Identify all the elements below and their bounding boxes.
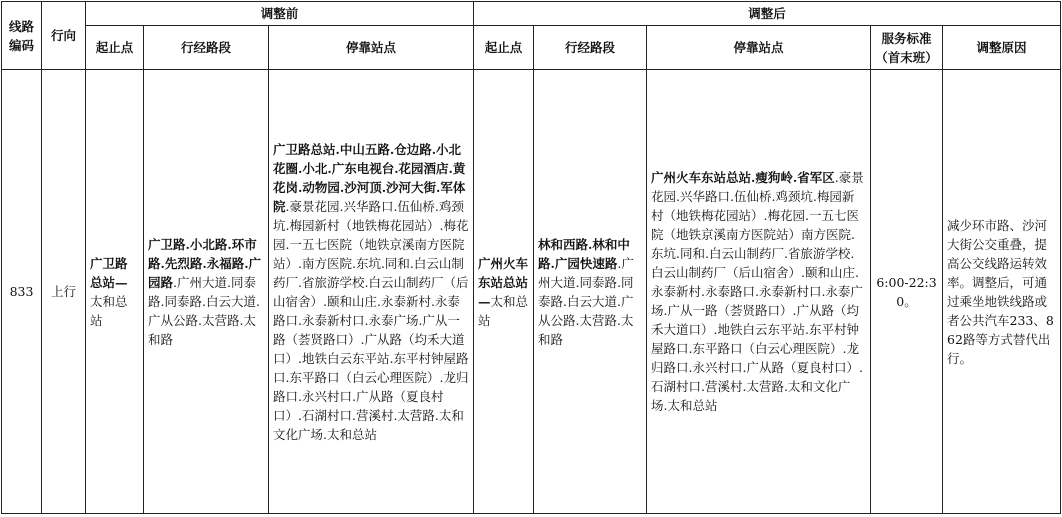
- after-path-bold: 林和西路.林和中路.广园快速路: [538, 236, 630, 271]
- header-before-path: 行经路段: [144, 26, 269, 70]
- after-endpoints-bold: 广州火车东站总站—: [478, 255, 529, 309]
- before-path-bold: 广卫路.小北路.环市路.先烈路.永福路.广园路: [148, 236, 262, 290]
- before-stops-rest: .豪景花园.兴华路口.伍仙桥.鸡颈坑.梅园新村（地铁梅花园站）.梅花园.一五七医院（地铁京溪南方医院站）.南方医院.东坑.同和.白云山制药厂.省旅游学校.白云山制药厂（后山宿舍）.颐和山庄.永泰新村.永泰路口.永泰新村口.永泰广场.广从一路（荟贤路口）.广从路（均禾大道口）.地铁白云东平站.东平村钟屋路口.东平路口（白云心理医院）.龙归路口.永兴村口.广从路（夏良村口）.石湖村口.营溪村.太营路.太和文化广场.太和总站: [273, 198, 469, 442]
- before-endpoints-rest: 太和总站: [90, 293, 128, 328]
- before-stops-bold: 广卫路总站.中山五路.仓边路.小北花圈.小北.广东电视台.花园酒店.黄花岗.动物园.沙河顶.沙河大街.军体院: [273, 141, 466, 214]
- header-after-stops: 停靠站点: [647, 26, 871, 70]
- header-route-code: 线路编码: [2, 2, 42, 70]
- after-endpoints-rest: 太和总站: [478, 293, 529, 328]
- before-path-cell: [144, 70, 269, 514]
- direction-cell: 上行: [42, 70, 86, 514]
- table-row: [2, 70, 1061, 514]
- service-standard-cell: 6:00-22:30。: [871, 70, 943, 514]
- header-direction: 行向: [42, 2, 86, 70]
- before-stops-cell: [269, 70, 474, 514]
- after-endpoints-cell: [474, 70, 534, 514]
- header-service-standard: 服务标准（首末班）: [871, 26, 943, 70]
- route-code-cell: 833: [2, 70, 42, 514]
- before-path-rest: .广州大道.同泰路.同泰路.白云大道.广从公路.太营路.太和路: [148, 274, 260, 347]
- before-endpoints-cell: [86, 70, 144, 514]
- after-stops-bold: 广州火车东站总站.瘦狗岭.省军区: [651, 170, 835, 185]
- route-adjustment-table: [1, 1, 1061, 514]
- header-after-path: 行经路段: [534, 26, 647, 70]
- header-after-endpoints: 起止点: [474, 26, 534, 70]
- before-endpoints-bold: 广卫路总站—: [90, 255, 128, 290]
- after-path-cell: [534, 70, 647, 514]
- after-path-rest: .广州大道.同泰路.同泰路.白云大道.广从公路.太营路.太和路: [538, 255, 634, 347]
- header-before-endpoints: 起止点: [86, 26, 144, 70]
- header-before-adjustment: 调整前: [86, 2, 474, 26]
- header-reason: 调整原因: [943, 26, 1061, 70]
- after-stops-rest: .豪景花园.兴华路口.伍仙桥.鸡颈坑.梅园新村（地铁梅花园站）.梅花园.一五七医院（地铁京溪南方医院站）南方医院.东坑.同和.白云山制药厂.省旅游学校.白云山制药厂（后山宿舍）.颐和山庄.永泰新村.永泰路口.永泰新村口.永泰广场.广从一路（荟贤路口）.广从路（均禾大道口）.地铁白云东平站.东平村钟屋路口.东平路口（白云心理医院）.龙归路口.永兴村口.广从路（夏良村口）.石湖村口.营溪村.太营路.太和文化广场.太和总站: [651, 170, 864, 413]
- reason-cell: 减少环市路、沙河大街公交重叠，提高公交线路运转效率。调整后，可通过乘坐地铁线路或者公共汽车233、862路等方式替代出行。: [943, 70, 1061, 514]
- after-stops-cell: [647, 70, 871, 514]
- header-before-stops: 停靠站点: [269, 26, 474, 70]
- header-after-adjustment: 调整后: [474, 2, 1061, 26]
